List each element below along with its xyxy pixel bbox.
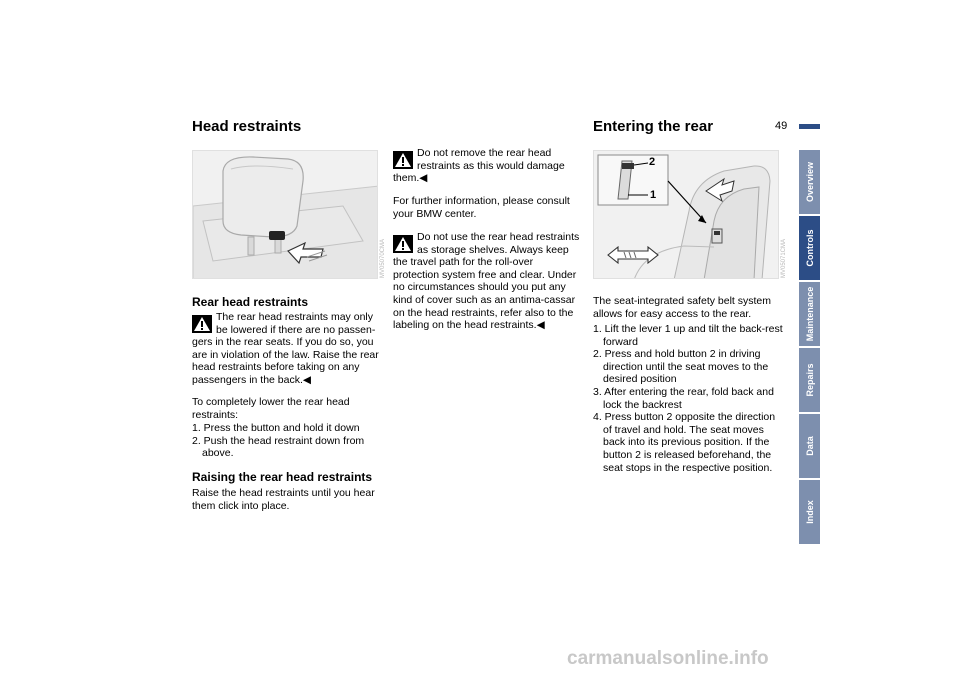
section-title-entering-rear: Entering the rear bbox=[593, 118, 714, 135]
tab-repairs[interactable]: Repairs bbox=[799, 348, 820, 412]
subheading-rear-head-restraints: Rear head restraints bbox=[192, 295, 309, 309]
warning-text-3: Do not use the rear head restraints as storage shelves. Always keep the travel path for the roll-over protection system free and clear. Under no circumstances should you put any kind of cover such as an antima-cassar on the head restraints, refer also to the labeling on the head restraints.◀ bbox=[393, 231, 580, 332]
section-title-head-restraints: Head restraints bbox=[192, 118, 302, 135]
subheading-raising: Raising the rear head restraints bbox=[192, 470, 373, 484]
tab-maintenance[interactable]: Maintenance bbox=[799, 282, 820, 346]
callout-label-2: 2 bbox=[649, 156, 656, 168]
lower-step: 1. Press the button and hold it down bbox=[192, 422, 360, 434]
entering-intro: The seat-integrated safety belt system allows for easy access to the rear. bbox=[593, 295, 772, 320]
entering-step: 2. Press and hold button 2 in driving direction until the seat moves to the desired position bbox=[593, 348, 769, 386]
lower-step: 2. Push the head restraint down from above. bbox=[192, 434, 365, 460]
page-number: 49 bbox=[775, 120, 788, 132]
figure-code-left: MV05070CMA bbox=[380, 238, 386, 278]
entering-rear-figure bbox=[593, 150, 779, 279]
warning-block-2 bbox=[393, 147, 581, 185]
warning-text-1: The rear head restraints may only be lowered if there are no passen-gers in the rear seats. If you do so, you are in violation of the law. Raise the rear head restraints before taking on any passengers in the back.◀ bbox=[192, 311, 379, 386]
figure-code-right: MV05071CMA bbox=[781, 238, 787, 278]
entering-steps-list bbox=[593, 323, 785, 474]
warning-triangle-icon bbox=[393, 151, 413, 169]
tab-data[interactable]: Data bbox=[799, 414, 820, 478]
head-restraint-illustration bbox=[193, 151, 378, 279]
head-restraint-figure bbox=[192, 150, 378, 279]
warning-block-1 bbox=[192, 311, 380, 387]
raise-text: Raise the head restraints until you hear them click into place. bbox=[192, 487, 375, 512]
warning-triangle-icon bbox=[192, 315, 212, 333]
info-text: For further information, please consult your BMW center. bbox=[393, 195, 570, 220]
footer-watermark: carmanualsonline.info bbox=[567, 648, 769, 669]
entering-rear-illustration bbox=[594, 151, 779, 279]
tab-controls[interactable]: Controls bbox=[799, 216, 820, 280]
warning-triangle-icon bbox=[393, 235, 413, 253]
lower-intro: To completely lower the rear head restraints: bbox=[192, 396, 350, 421]
tab-overview[interactable]: Overview bbox=[799, 150, 820, 214]
entering-step: 3. After entering the rear, fold back and lock the backrest bbox=[593, 385, 774, 411]
warning-text-2: Do not remove the rear head restraints as this would damage them.◀ bbox=[393, 147, 565, 185]
entering-step: 1. Lift the lever 1 up and tilt the back-rest forward bbox=[593, 323, 783, 348]
tab-index[interactable]: Index bbox=[799, 480, 820, 544]
entering-step: 4. Press button 2 opposite the direction of travel and hold. The seat moves back into its previous position. If the button 2 is released beforehand, the seat stops in the respective position. bbox=[593, 411, 776, 474]
lower-steps-list bbox=[192, 422, 380, 460]
warning-block-3 bbox=[393, 231, 581, 332]
callout-label-1: 1 bbox=[650, 189, 657, 201]
page-marker bbox=[799, 124, 820, 129]
